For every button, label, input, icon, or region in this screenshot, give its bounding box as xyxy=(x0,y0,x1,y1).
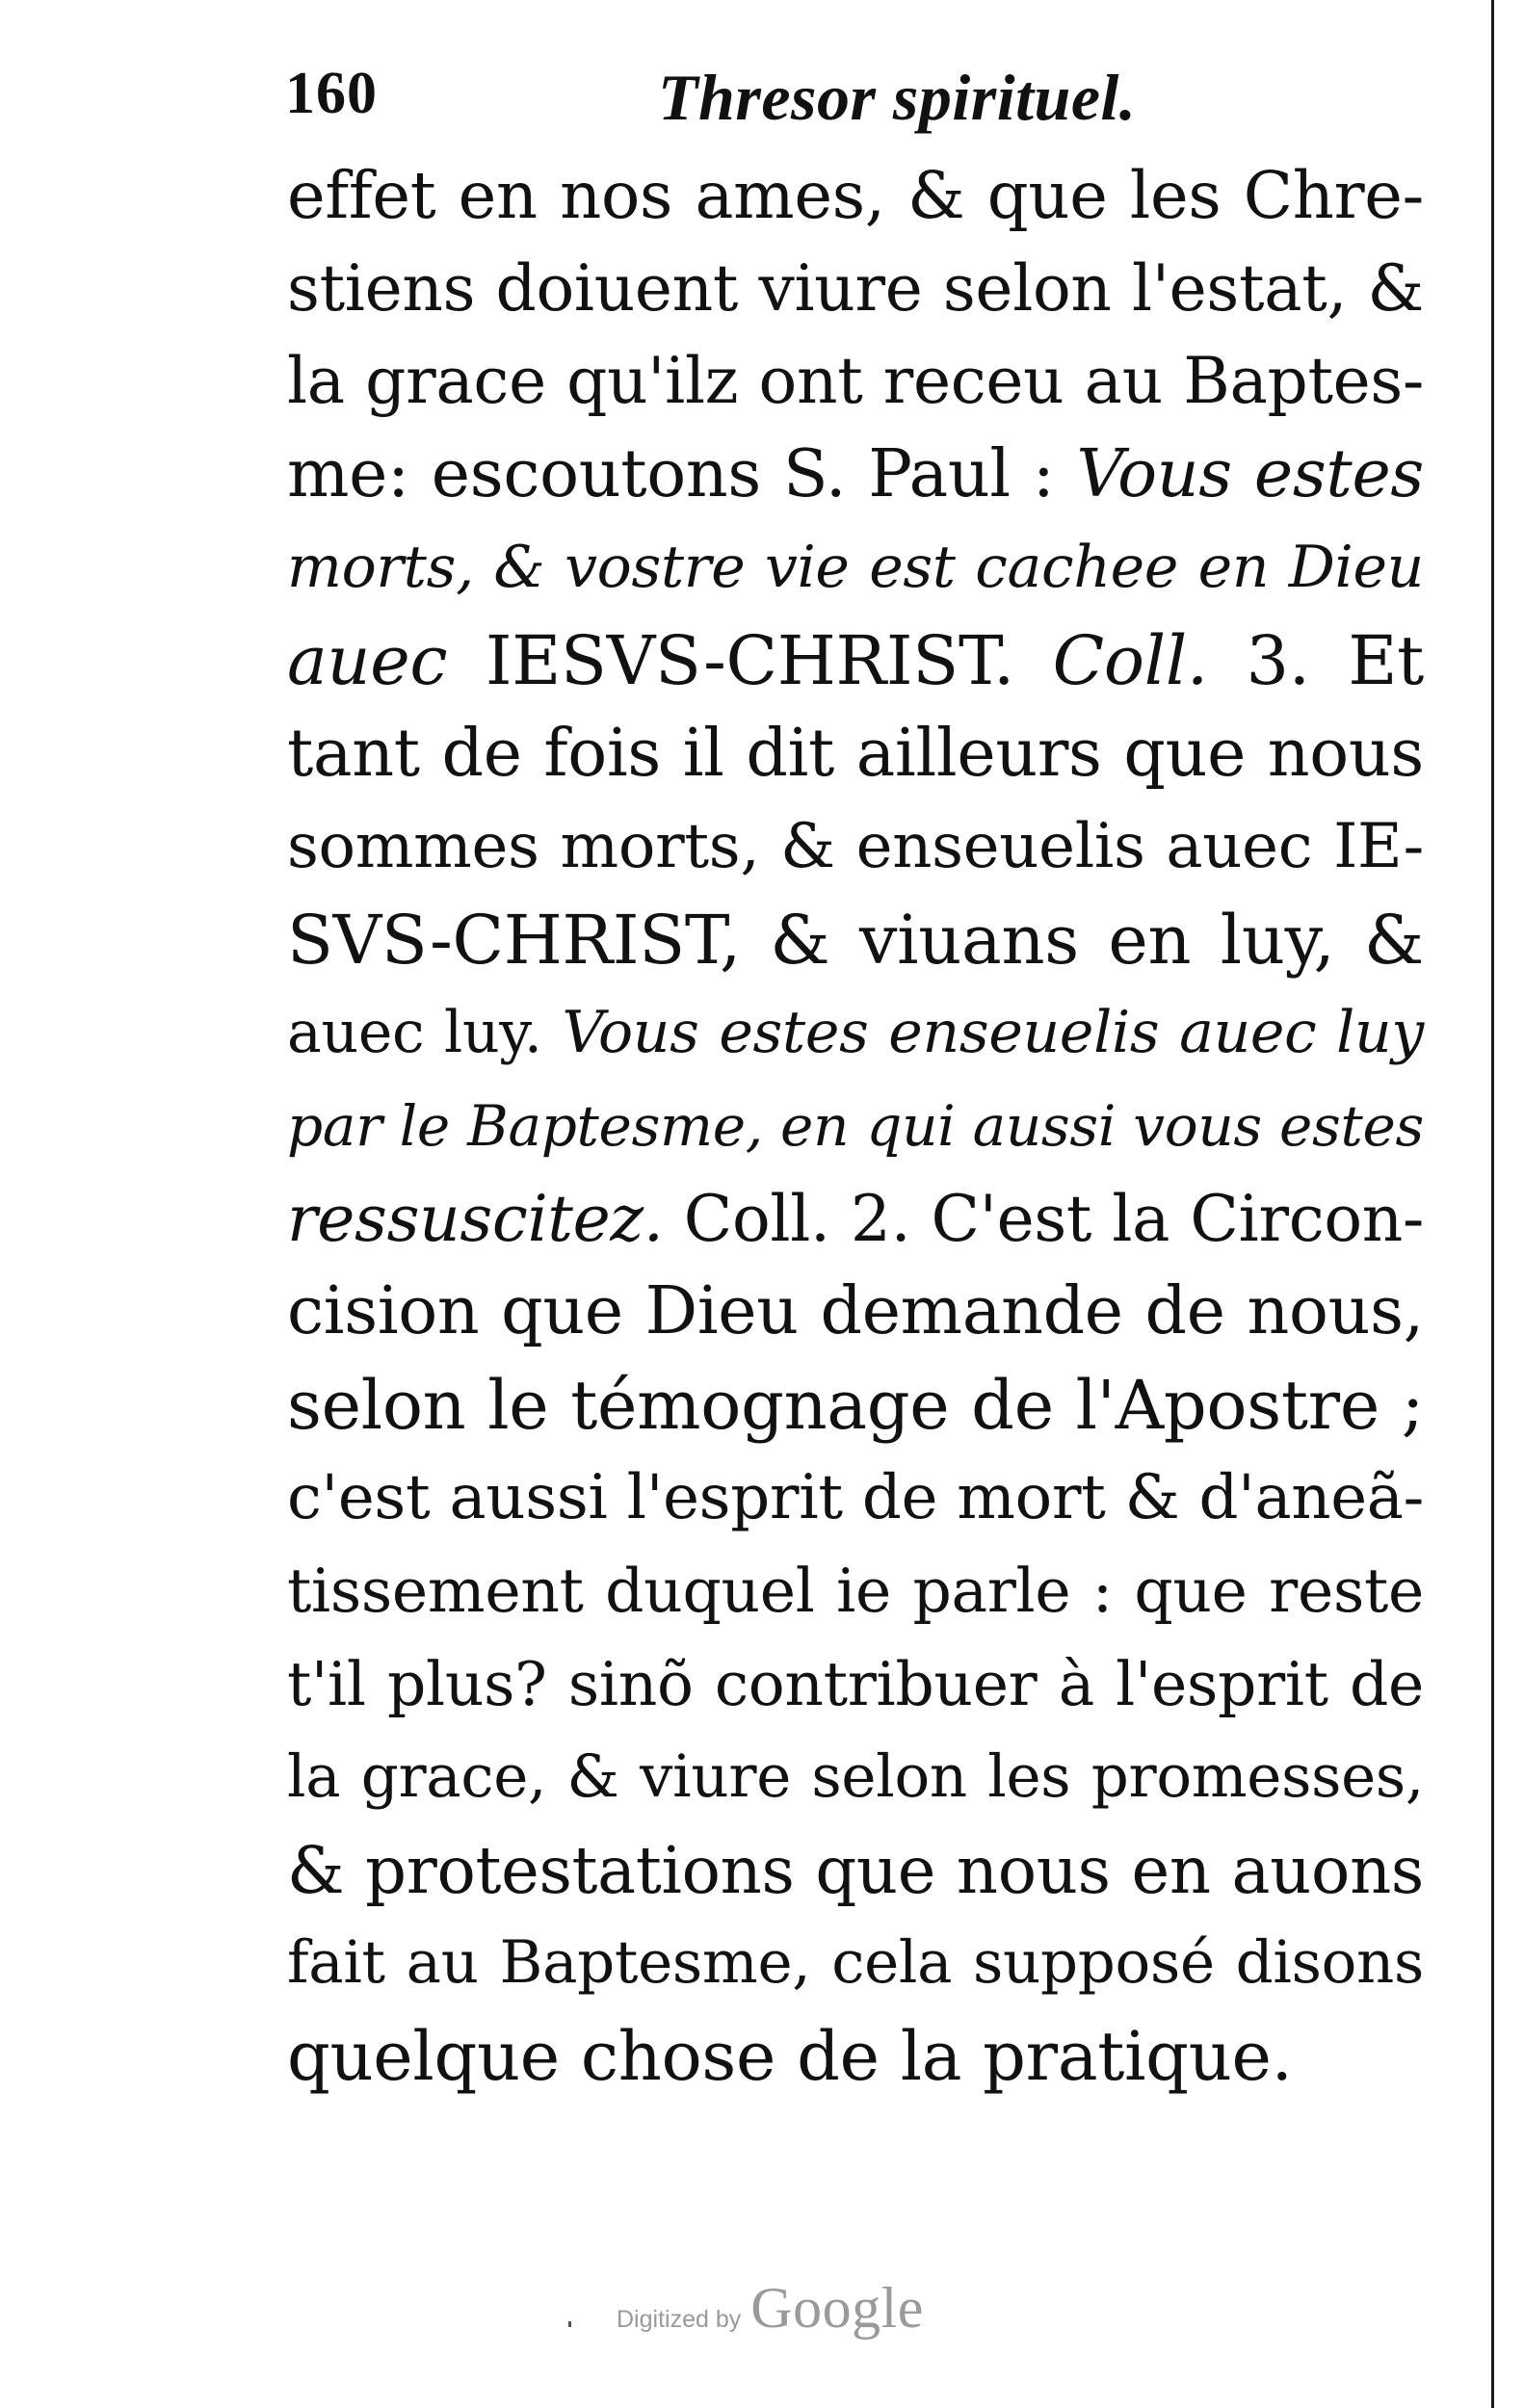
text-segment: SVS-CHRIST, & viuans en luy, & xyxy=(287,900,1424,980)
text-line xyxy=(287,894,1424,987)
text-segment: Coll. 2. C'est la Circon- xyxy=(663,1181,1424,1256)
page-edge-rule xyxy=(1491,0,1494,2408)
text-segment: 3. Et xyxy=(1207,620,1425,700)
text-line xyxy=(287,800,1424,894)
text-line xyxy=(287,1359,1424,1453)
digitized-footer xyxy=(617,2275,924,2352)
text-line xyxy=(287,986,1424,1080)
italic-text-segment: Coll. xyxy=(1052,620,1208,700)
italic-text-segment: auec xyxy=(287,620,448,700)
stray-mark xyxy=(568,2321,571,2327)
text-line xyxy=(287,1545,1424,1638)
text-line xyxy=(287,2010,1424,2104)
text-segment: fait au Baptesme, cela supposé disons xyxy=(287,1928,1424,1998)
digitized-by-label: Digitized by xyxy=(617,2306,742,2333)
italic-text-segment: Vous estes enseuelis auec luy xyxy=(562,999,1424,1067)
text-segment: effet en nos ames, & que les Chre- xyxy=(287,158,1424,233)
text-line xyxy=(287,1917,1424,2010)
text-segment: & protestations que nous en auons xyxy=(287,1832,1424,1908)
text-segment: IESVS-CHRIST. xyxy=(447,620,1053,700)
text-segment: tissement duquel ie parle : que reste xyxy=(287,1555,1424,1626)
text-segment: la grace qu'ilz ont receu au Baptes- xyxy=(287,344,1424,419)
text-segment: c'est aussi l'esprit de mort & d'aneã- xyxy=(287,1462,1424,1534)
text-segment: auec luy. xyxy=(287,999,563,1067)
text-line xyxy=(287,1824,1424,1918)
italic-text-segment: par le Baptesme, en qui aussi vous estes xyxy=(287,1092,1424,1159)
text-segment: tant de fois il dit ailleurs que nous xyxy=(287,715,1424,792)
body-text xyxy=(287,149,1424,2103)
text-line xyxy=(287,1731,1424,1824)
page-number: 160 xyxy=(285,61,378,126)
text-segment: selon le témognage de l'Apostre ; xyxy=(287,1365,1424,1445)
text-segment: sommes morts, & enseuelis auec IE- xyxy=(287,811,1424,883)
text-line xyxy=(287,335,1424,429)
text-line xyxy=(287,615,1424,708)
text-line xyxy=(287,1080,1424,1173)
italic-text-segment: ressuscitez. xyxy=(287,1181,664,1256)
text-line xyxy=(287,708,1424,801)
running-head xyxy=(285,60,1248,156)
running-title: Thresor spirituel. xyxy=(658,61,1137,134)
text-line xyxy=(287,521,1424,615)
text-segment: me: escoutons S. Paul : xyxy=(287,435,1077,512)
text-line xyxy=(287,1173,1424,1267)
text-line xyxy=(287,1452,1424,1545)
text-segment: t'il plus? sinõ contribuer à l'esprit de xyxy=(287,1648,1424,1719)
text-line xyxy=(287,1638,1424,1732)
text-line xyxy=(287,429,1424,522)
google-logo: Google xyxy=(750,2276,924,2340)
text-line xyxy=(287,1266,1424,1359)
italic-text-segment: morts, & vostre vie est cachee en Dieu xyxy=(287,534,1424,602)
text-segment: cision que Dieu demande de nous, xyxy=(287,1273,1424,1350)
text-segment: quelque chose de la pratique. xyxy=(287,2016,1293,2096)
text-line xyxy=(287,149,1424,243)
text-line xyxy=(287,243,1424,336)
text-segment: stiens doiuent viure selon l'estat, & xyxy=(287,250,1424,326)
text-segment: la grace, & viure selon les promesses, xyxy=(287,1742,1424,1812)
italic-text-segment: Vous estes xyxy=(1076,435,1424,512)
